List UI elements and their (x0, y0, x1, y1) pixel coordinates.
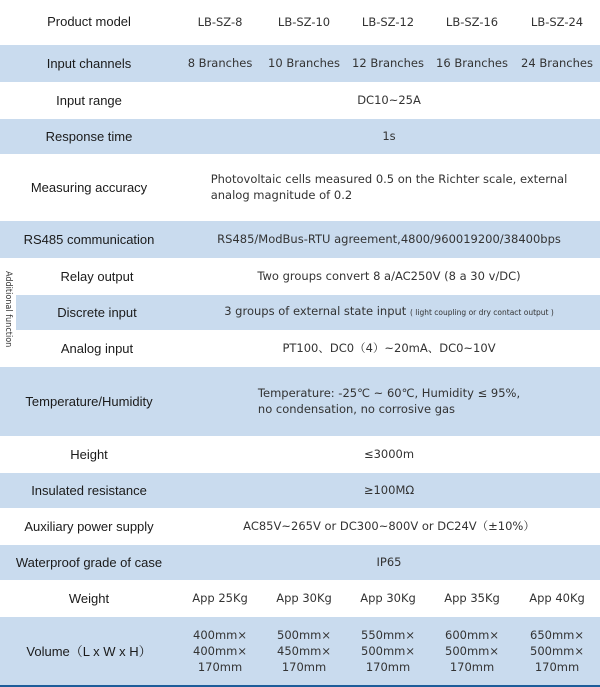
row-volume (0, 616, 600, 686)
volume-length: 550mm× (361, 627, 416, 642)
volume-length: 600mm× (445, 627, 500, 642)
additional-function-group-label: Additional function (0, 258, 16, 366)
row-measuring-accuracy (0, 154, 600, 220)
row-product-model (0, 0, 600, 44)
input-channels-cell: 24 Branches (514, 44, 600, 82)
row-rs485 (0, 220, 600, 258)
auxiliary-power-label: Auxiliary power supply (0, 508, 178, 544)
rs485-value: RS485/ModBus-RTU agreement,4800/960019200/38400bps (178, 220, 600, 258)
model-cell: LB-SZ-24 (514, 0, 600, 44)
row-relay-output (0, 258, 600, 294)
weight-cell: App 30Kg (346, 580, 430, 616)
insulated-resistance-value: ≥100MΩ (178, 472, 600, 508)
weight-cell: App 40Kg (514, 580, 600, 616)
model-cell: LB-SZ-8 (178, 0, 262, 44)
row-input-channels (0, 44, 600, 82)
temperature-humidity-label: Temperature/Humidity (0, 366, 178, 436)
volume-width: 500mm× (361, 643, 416, 658)
height-label: Height (0, 436, 178, 472)
volume-width: 500mm× (530, 643, 585, 658)
response-time-value: 1s (178, 118, 600, 154)
model-cell: LB-SZ-12 (346, 0, 430, 44)
weight-label: Weight (0, 580, 178, 616)
discrete-input-value (178, 294, 600, 330)
row-input-range (0, 82, 600, 118)
volume-width: 500mm× (445, 643, 500, 658)
input-channels-cell: 8 Branches (178, 44, 262, 82)
temperature-humidity-value (178, 366, 600, 436)
input-range-value: DC10~25A (178, 82, 600, 118)
measuring-accuracy-line2: analog magnitude of 0.2 (210, 188, 353, 202)
height-value: ≤3000m (178, 436, 600, 472)
row-response-time (0, 118, 600, 154)
auxiliary-power-value: AC85V~265V or DC300~800V or DC24V（±10%） (178, 508, 600, 544)
waterproof-value: IP65 (178, 544, 600, 580)
model-cell: LB-SZ-16 (430, 0, 514, 44)
weight-cell: App 35Kg (430, 580, 514, 616)
relay-output-label: Relay output (16, 258, 178, 294)
insulated-resistance-label: Insulated resistance (0, 472, 178, 508)
temperature-humidity-line2: no condensation, no corrosive gas (257, 402, 456, 416)
measuring-accuracy-value (178, 154, 600, 220)
measuring-accuracy-label: Measuring accuracy (0, 154, 178, 220)
row-waterproof (0, 544, 600, 580)
volume-height: 170mm (534, 659, 580, 674)
volume-width: 450mm× (277, 643, 332, 658)
measuring-accuracy-line1: Photovoltaic cells measured 0.5 on the Richter scale, external (210, 172, 568, 186)
relay-output-value: Two groups convert 8 a/AC250V (8 a 30 v/DC) (178, 258, 600, 294)
volume-width: 400mm× (193, 643, 248, 658)
rs485-label: RS485 communication (0, 220, 178, 258)
row-discrete-input (0, 294, 600, 330)
input-channels-cell: 10 Branches (262, 44, 346, 82)
volume-label: Volume（L x W x H） (0, 616, 178, 686)
volume-cell (178, 616, 262, 686)
volume-cell (346, 616, 430, 686)
weight-cell: App 30Kg (262, 580, 346, 616)
input-channels-cell: 12 Branches (346, 44, 430, 82)
input-range-label: Input range (0, 82, 178, 118)
row-height (0, 436, 600, 472)
waterproof-label: Waterproof grade of case (0, 544, 178, 580)
discrete-input-text: 3 groups of external state input (224, 304, 407, 318)
volume-cell (262, 616, 346, 686)
product-model-label: Product model (0, 0, 178, 44)
volume-cell (430, 616, 514, 686)
temperature-humidity-line1: Temperature: -25℃ ~ 60℃, Humidity ≤ 95%, (257, 386, 521, 400)
volume-height: 170mm (281, 659, 327, 674)
discrete-input-label: Discrete input (16, 294, 178, 330)
input-channels-label: Input channels (0, 44, 178, 82)
row-temperature-humidity (0, 366, 600, 436)
model-cell: LB-SZ-10 (262, 0, 346, 44)
weight-cell: App 25Kg (178, 580, 262, 616)
volume-length: 400mm× (193, 627, 248, 642)
row-auxiliary-power (0, 508, 600, 544)
volume-height: 170mm (449, 659, 495, 674)
volume-height: 170mm (365, 659, 411, 674)
row-analog-input (0, 330, 600, 366)
row-insulated-resistance (0, 472, 600, 508)
volume-height: 170mm (197, 659, 243, 674)
volume-cell (514, 616, 600, 686)
volume-length: 500mm× (277, 627, 332, 642)
analog-input-value: PT100、DC0（4）~20mA、DC0~10V (178, 330, 600, 366)
discrete-input-note: ( light coupling or dry contact output ) (409, 308, 554, 317)
volume-length: 650mm× (530, 627, 585, 642)
analog-input-label: Analog input (16, 330, 178, 366)
response-time-label: Response time (0, 118, 178, 154)
input-channels-cell: 16 Branches (430, 44, 514, 82)
row-weight (0, 580, 600, 616)
